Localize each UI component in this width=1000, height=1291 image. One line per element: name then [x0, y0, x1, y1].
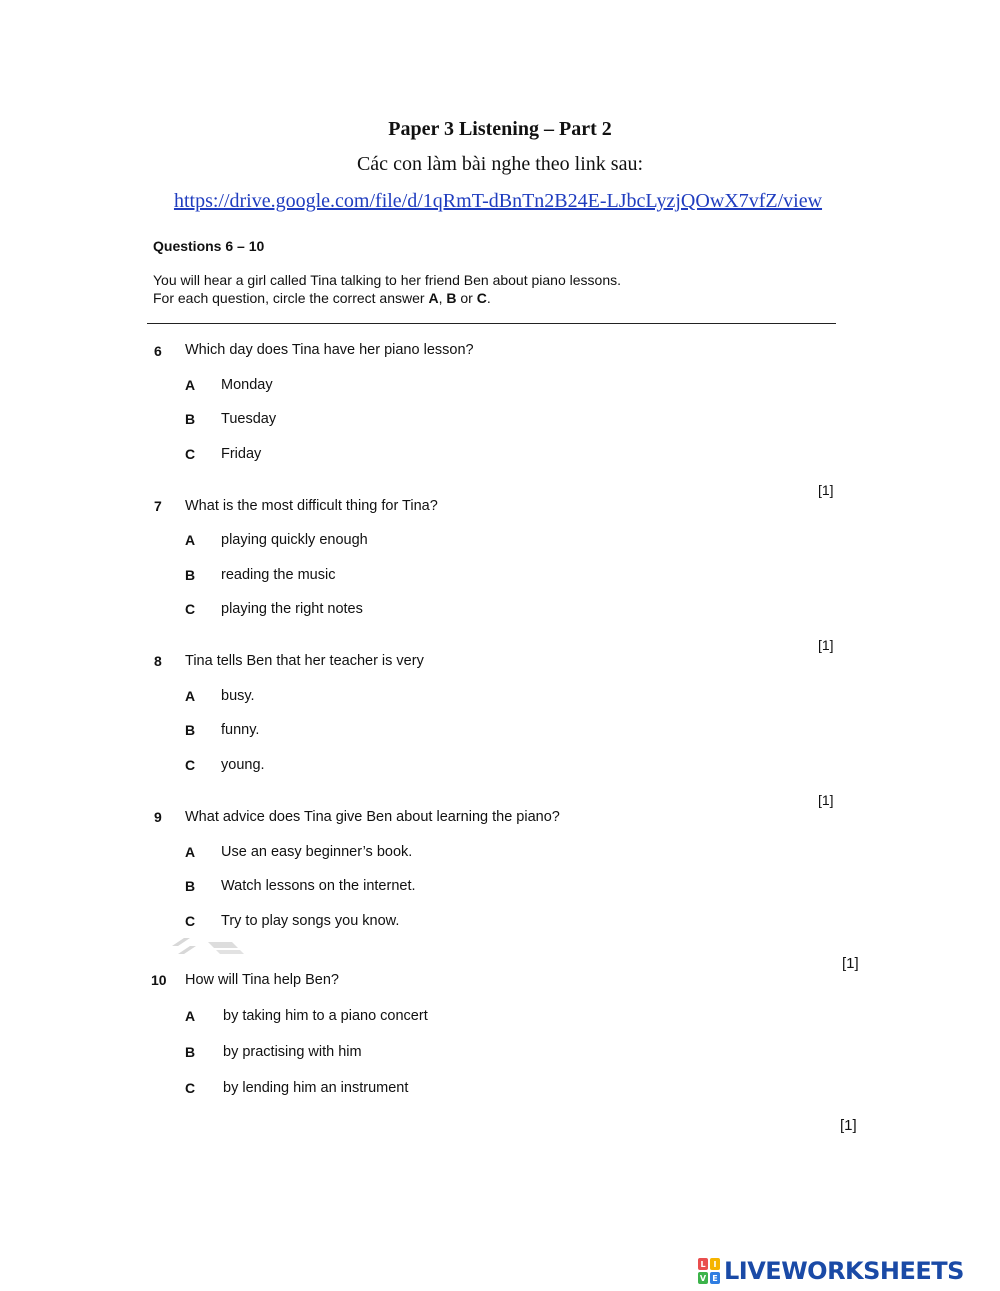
option-letter[interactable]: C [185, 913, 196, 929]
question-mark: [1] [818, 637, 834, 653]
question-text: How will Tina help Ben? [185, 972, 339, 988]
option-letter[interactable]: A [185, 1008, 196, 1024]
option-letter[interactable]: A [185, 532, 196, 548]
instruction-prefix: For each question, circle the correct answer [153, 290, 429, 306]
option-letter[interactable]: A [185, 844, 196, 860]
option-letter[interactable]: B [185, 411, 196, 427]
audio-link[interactable]: https://drive.google.com/file/d/1qRmT-dBnTn2B24E-LJbcLyzjQOwX7vfZ/view [173, 190, 823, 212]
option-letter[interactable]: B [185, 567, 196, 583]
questions-heading: Questions 6 – 10 [153, 238, 265, 254]
option-text[interactable]: young. [221, 757, 265, 773]
liveworksheets-logo[interactable] [698, 1256, 964, 1286]
option-text[interactable]: Monday [221, 377, 273, 393]
option-text[interactable]: Tuesday [221, 411, 277, 427]
option-letter[interactable]: A [185, 688, 196, 704]
question-mark: [1] [842, 955, 859, 972]
option-letter[interactable]: B [185, 1044, 196, 1060]
option-letter[interactable]: C [185, 446, 196, 462]
question-number: 7 [154, 498, 162, 514]
question-number: 6 [154, 343, 162, 359]
watermark-stripes-icon [168, 936, 248, 956]
question-number: 9 [154, 809, 162, 825]
page-title: Paper 3 Listening – Part 2 [388, 118, 612, 140]
question-mark: [1] [840, 1117, 857, 1134]
option-text[interactable]: reading the music [221, 567, 336, 583]
option-letter[interactable]: C [185, 1080, 196, 1096]
option-text[interactable]: by practising with him [223, 1044, 362, 1060]
option-letter[interactable]: B [185, 878, 196, 894]
svg-text:L: L [700, 1260, 706, 1269]
question-text: What advice does Tina give Ben about learning the piano? [185, 809, 560, 825]
page-subtitle: Các con làm bài nghe theo link sau: [356, 153, 644, 175]
question-number: 10 [151, 972, 167, 988]
svg-text:V: V [699, 1274, 707, 1283]
question-mark: [1] [818, 482, 834, 498]
divider [147, 323, 836, 324]
instruction-line-2 [153, 290, 491, 306]
option-letter[interactable]: C [185, 601, 196, 617]
instruction-line-1: You will hear a girl called Tina talking to her friend Ben about piano lessons. [153, 272, 621, 288]
option-letter[interactable]: C [185, 757, 196, 773]
option-text[interactable]: playing quickly enough [221, 532, 368, 548]
option-text[interactable]: Watch lessons on the internet. [221, 878, 416, 894]
option-text[interactable]: Try to play songs you know. [221, 913, 400, 929]
instruction-end: . [486, 290, 491, 306]
option-text[interactable]: Friday [221, 446, 262, 462]
option-text[interactable]: playing the right notes [221, 601, 363, 617]
brand-name: LIVEWORKSHEETS [724, 1257, 964, 1285]
option-letter[interactable]: A [185, 377, 196, 393]
svg-text:E: E [712, 1274, 718, 1283]
option-text[interactable]: Use an easy beginner’s book. [221, 844, 413, 860]
instruction-letter-b: B [446, 290, 457, 306]
question-mark: [1] [818, 792, 834, 808]
option-text[interactable]: by taking him to a piano concert [223, 1008, 428, 1024]
question-text: What is the most difficult thing for Tina? [185, 498, 438, 514]
question-text: Which day does Tina have her piano lesson? [185, 342, 474, 358]
instruction-separator: or [456, 290, 477, 306]
option-letter[interactable]: B [185, 722, 196, 738]
liveworksheets-logo-icon [698, 1258, 720, 1284]
option-text[interactable]: by lending him an instrument [223, 1080, 409, 1096]
instruction-separator: , [438, 290, 447, 306]
instruction-letter-a: A [428, 290, 439, 306]
question-number: 8 [154, 653, 162, 669]
svg-text:I: I [713, 1260, 717, 1269]
instruction-letter-c: C [476, 290, 487, 306]
option-text[interactable]: busy. [221, 688, 255, 704]
question-text: Tina tells Ben that her teacher is very [185, 653, 424, 669]
option-text[interactable]: funny. [221, 722, 260, 738]
